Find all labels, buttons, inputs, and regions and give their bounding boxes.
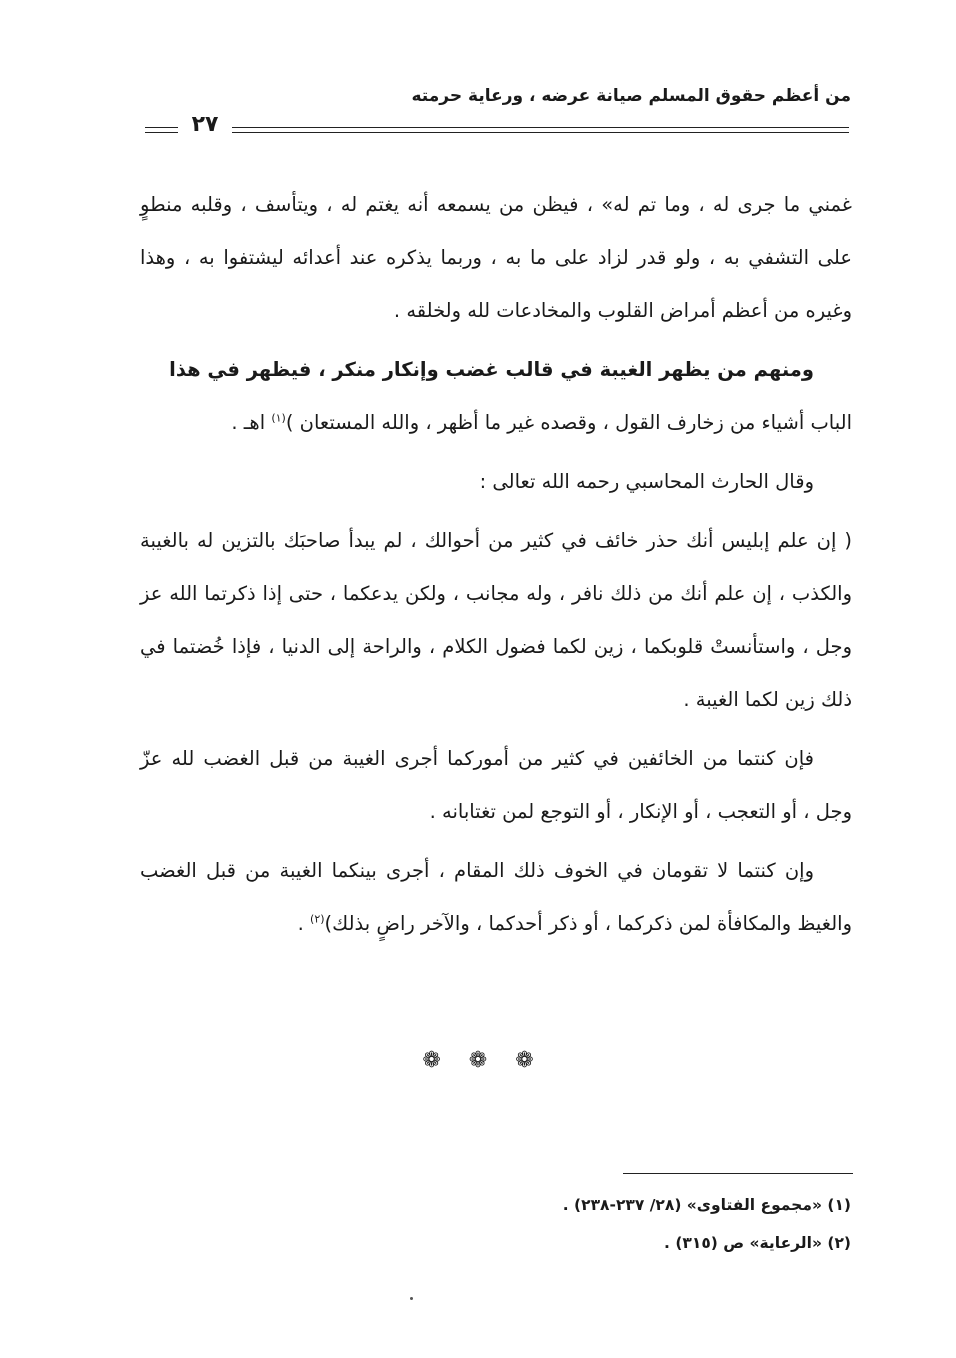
paragraph-2-end: اهـ .	[231, 411, 272, 434]
paragraph-6-end: .	[297, 912, 311, 935]
footnote-rule	[623, 1173, 853, 1174]
print-speck	[410, 1297, 413, 1300]
paragraph-4: ( إن علم إبليس أنك حذر خائف في كثير من أحوالك ، لم يبدأ صاحبَك بالتزين له بالغيبة والكذب ، إن علم أنك من ذلك نافر ، وله مجانب ، ولكن يدعكما ، حتى إذا ذكرتما الله عز وجل ، واستأنستْ قلوبكما ، زين لكما فضول الكلام ، والراحة إلى الدنيا ، فإذا خُضتما في ذلك زين لكما الغيبة .	[140, 529, 852, 711]
page-number: ٢٧	[191, 112, 219, 137]
footnote-2: (٢) «الرعاية» ص (٣١٥) .	[664, 1234, 851, 1252]
paragraph-6-text: وإن كنتما لا تقومان في الخوف ذلك المقام ، أجرى بينكما الغيبة من قبل الغضب والغيظ والمكافأة لمن ذكركما ، أو ذكر أحدكما ، والآخر راضٍ بذلك)	[140, 859, 852, 935]
paragraph-5: فإن كنتما من الخائفين في كثير من أموركما أجرى الغيبة من قبل الغضب لله عزّ وجل ، أو التعجب ، أو الإنكار ، أو التوجع لمن تغتابانه .	[140, 747, 852, 823]
paragraph-6	[140, 844, 852, 950]
header-rule	[232, 127, 849, 133]
footnote-ref-1: (١)	[271, 411, 286, 425]
paragraph-1: غمني ما جرى له ، وما تم له» ، فيظن من يسمعه أنه يغتم له ، ويتأسف ، وقلبه منطوٍ على التشفي به ، ولو قدر لزاد على ما به ، وربما يذكره عند أعدائه ليشتفوا به ، وهذا وغيره من أعظم أمراض القلوب والمخادعات لله ولخلقه .	[140, 193, 852, 322]
paragraph-2	[140, 343, 852, 449]
section-separator	[0, 1048, 956, 1073]
ornament-star-icon: ❁	[468, 1048, 488, 1073]
paragraph-2-rest: الباب أشياء من زخارف القول ، وقصده غير ما أظهر ، والله المستعان )	[285, 411, 852, 434]
paragraph-3: وقال الحارث المحاسبي رحمه الله تعالى :	[479, 470, 814, 493]
ornament-star-icon: ❁	[515, 1048, 534, 1073]
footnotes	[563, 1186, 851, 1262]
main-text	[140, 178, 852, 956]
running-title: من أعظم حقوق المسلم صيانة عرضه ، ورعاية حرمته	[411, 86, 851, 106]
footnote-1: (١) «مجموع الفتاوى» (٢٨/ ٢٣٧-٢٣٨) .	[562, 1196, 851, 1214]
paragraph-2-bold: ومنهم من يظهر الغيبة في قالب غضب وإنكار منكر ، فيظهر في هذا	[169, 358, 814, 381]
ornament-star-icon: ❁	[422, 1048, 441, 1073]
footnote-ref-2: (٢)	[310, 912, 325, 926]
header-rule-left	[145, 127, 178, 133]
